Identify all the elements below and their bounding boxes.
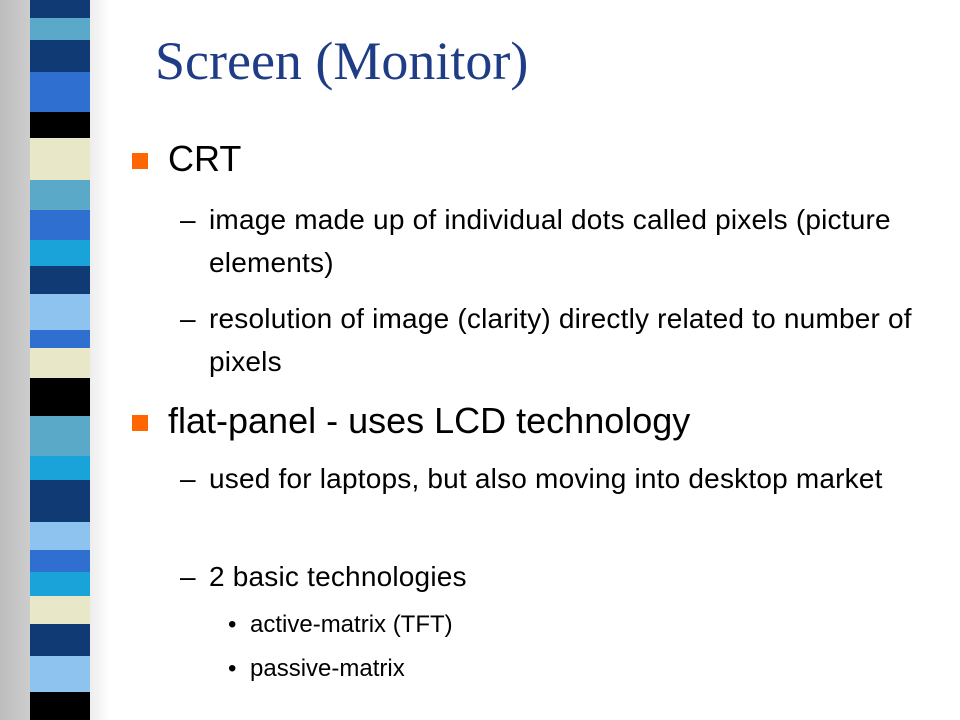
- strip-block: [30, 348, 90, 378]
- strip-block: [30, 624, 90, 656]
- strip-block: [30, 138, 90, 180]
- square-bullet-icon: [132, 415, 148, 431]
- strip-block: [30, 456, 90, 480]
- sub-sub-bullet-active-matrix: [228, 611, 453, 639]
- strip-block: [30, 378, 90, 416]
- strip-block: [30, 40, 90, 72]
- sub-bullet-resolution: [180, 297, 920, 383]
- sub-sub-bullet-passive-matrix: [228, 655, 405, 683]
- strip-block: [30, 240, 90, 266]
- sub-bullet-text: resolution of image (clarity) directly related to number of pixels: [209, 303, 912, 377]
- strip-block: [30, 112, 90, 138]
- sub-bullet-text: 2 basic technologies: [209, 561, 467, 592]
- slide-title: Screen (Monitor): [155, 31, 529, 91]
- sub-sub-bullet-text: passive-matrix: [250, 655, 405, 682]
- bullet-crt: CRT: [168, 138, 242, 179]
- sub-bullet-text: used for laptops, but also moving into desktop market: [209, 463, 883, 494]
- strip-block: [30, 572, 90, 596]
- sub-sub-bullet-text: active-matrix (TFT): [250, 611, 453, 638]
- sub-bullet-laptops: [180, 457, 920, 500]
- bullet-flat-panel: flat-panel - uses LCD technology: [168, 400, 691, 441]
- strip-block: [30, 266, 90, 294]
- strip-block: [30, 18, 90, 40]
- sub-bullet-pixels: [180, 198, 920, 284]
- strip-block: [30, 294, 90, 330]
- strip-block: [30, 596, 90, 624]
- strip-block: [30, 656, 90, 692]
- strip-block: [30, 180, 90, 210]
- strip-color-blocks: [30, 0, 90, 720]
- strip-block: [30, 550, 90, 572]
- strip-block: [30, 0, 90, 18]
- strip-block: [30, 692, 90, 720]
- strip-block: [30, 416, 90, 456]
- dot-bullet-icon: •: [228, 655, 237, 682]
- dash-icon: –: [180, 463, 196, 494]
- sub-bullet-text: image made up of individual dots called pixels (picture elements): [209, 204, 891, 278]
- strip-block: [30, 480, 90, 522]
- square-bullet-icon: [132, 153, 148, 169]
- dash-icon: –: [180, 561, 196, 592]
- dash-icon: –: [180, 204, 196, 235]
- strip-block: [30, 330, 90, 348]
- dot-bullet-icon: •: [228, 611, 237, 638]
- strip-block: [30, 72, 90, 112]
- left-decorative-strip: [0, 0, 110, 720]
- strip-block: [30, 210, 90, 240]
- sub-bullet-technologies: [180, 555, 920, 598]
- strip-block: [30, 522, 90, 550]
- dash-icon: –: [180, 303, 196, 334]
